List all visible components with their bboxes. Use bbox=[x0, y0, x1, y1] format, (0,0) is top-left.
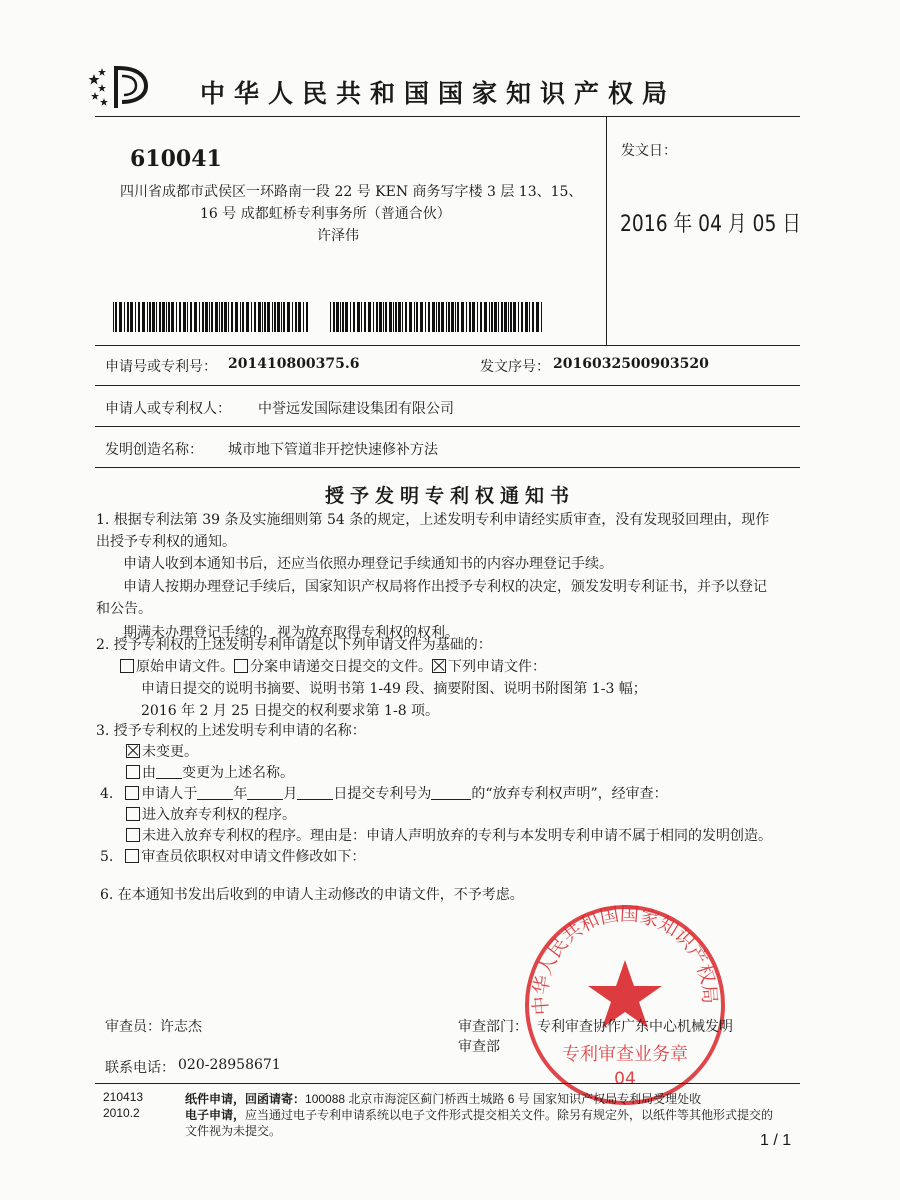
form-code: 210413 bbox=[103, 1090, 144, 1104]
waiver-enter-label: 进入放弃专利权的程序。 bbox=[142, 807, 296, 823]
form-version: 2010.2 bbox=[103, 1106, 140, 1120]
page-number: 1 / 1 bbox=[760, 1132, 792, 1149]
elec-label: 电子申请， bbox=[185, 1108, 246, 1122]
rule-4 bbox=[95, 467, 800, 468]
para-2-options bbox=[120, 656, 546, 676]
para-3-line-1: 3. 授予专利权的上述发明专利申请的名称： bbox=[96, 723, 366, 739]
old-name-blank bbox=[156, 764, 182, 779]
address-line-1: 四川省成都市武侯区一环路南一段 22 号 KEN 商务写字楼 3 层 13、15、 bbox=[120, 184, 583, 200]
waiver-enter-checkbox[interactable] bbox=[126, 807, 140, 821]
listed-files-label: 下列申请文件： bbox=[448, 659, 546, 675]
divisional-files-checkbox[interactable] bbox=[234, 659, 248, 673]
seal-bottom-text: 专利审查业务章 bbox=[562, 1044, 688, 1065]
para-5-number: 5. bbox=[100, 849, 114, 865]
contact-person: 许泽伟 bbox=[317, 228, 359, 244]
notice-title: 授予发明专利权通知书 bbox=[324, 486, 575, 507]
examiner-amend-checkbox[interactable] bbox=[125, 849, 139, 863]
postcode: 610041 bbox=[130, 146, 222, 172]
waiver-not-enter-label: 未进入放弃专利权的程序。理由是：申请人声明放弃的专利与本发明专利申请不属于相同的发明创造。 bbox=[142, 828, 772, 844]
waiver-label-e: 的“放弃专利权声明”，经审查： bbox=[471, 786, 668, 802]
renamed-label-b: 变更为上述名称。 bbox=[182, 765, 294, 781]
waiver-label-b: 年 bbox=[233, 786, 248, 802]
examiner-name: 许志杰 bbox=[160, 1019, 202, 1035]
para-1-line-5: 和公告。 bbox=[96, 601, 152, 617]
department-name: 专利审查协作广东中心机械发明 bbox=[537, 1019, 733, 1035]
para-4-opt-1 bbox=[126, 804, 296, 824]
unchanged-checkbox[interactable] bbox=[126, 744, 140, 758]
department-label: 审查部门： bbox=[458, 1019, 528, 1035]
para-4-line-1 bbox=[100, 783, 668, 803]
examiner-amend-label: 审查员依职权对申请文件修改如下： bbox=[141, 849, 366, 865]
para-1-line-1: 1. 根据专利法第 39 条及实施细则第 54 条的规定，上述发明专利申请经实质审查，没有发现驳回理由，现作 bbox=[96, 512, 770, 528]
unchanged-label: 未变更。 bbox=[142, 744, 198, 760]
paper-label: 纸件申请，回函请寄： bbox=[185, 1092, 306, 1106]
rule-3 bbox=[95, 426, 800, 427]
para-2-line-4: 2016 年 2 月 25 日提交的权利要求第 1-8 项。 bbox=[141, 703, 440, 719]
top-rule bbox=[95, 116, 800, 117]
para-4-opt-2 bbox=[126, 825, 772, 845]
waiver-label-d: 日提交专利号为 bbox=[333, 786, 432, 802]
renamed-checkbox[interactable] bbox=[126, 765, 140, 779]
para-3-opt-2 bbox=[126, 762, 294, 782]
serial-number-label: 发文序号： bbox=[480, 359, 550, 375]
seal-number: 04 bbox=[614, 1069, 636, 1089]
send-date: 2016 年 04 月 05 日 bbox=[620, 212, 802, 237]
footer-paper-line bbox=[185, 1090, 701, 1107]
para-1-line-4: 申请人按期办理登记手续后，国家知识产权局将作出授予专利权的决定，颁发发明专利证书，并予以登记 bbox=[123, 579, 767, 595]
patent-number-blank bbox=[431, 785, 471, 800]
application-number-label: 申请号或专利号： bbox=[105, 359, 217, 375]
renamed-label-a: 由 bbox=[142, 765, 156, 781]
rule-2 bbox=[95, 385, 800, 386]
para-1-line-2: 出授予专利权的通知。 bbox=[96, 534, 236, 550]
official-seal bbox=[520, 900, 730, 1110]
paper-address: 100088 北京市海淀区蓟门桥西土城路 6 号 国家知识产权局专利局受理处收 bbox=[305, 1092, 702, 1106]
rule-1 bbox=[95, 345, 800, 346]
serial-number: 2016032500903520 bbox=[553, 356, 709, 372]
para-2-line-3: 申请日提交的说明书摘要、说明书第 1-49 段、摘要附图、说明书附图第 1-3 幅； bbox=[141, 681, 647, 697]
barcode-left bbox=[113, 302, 309, 332]
applicant-name: 中誉远发国际建设集团有限公司 bbox=[258, 401, 454, 417]
listed-files-checkbox[interactable] bbox=[432, 659, 446, 673]
phone-number: 020-28958671 bbox=[178, 1057, 281, 1073]
para-5 bbox=[100, 846, 365, 866]
month-blank bbox=[247, 785, 283, 800]
invention-title-label: 发明创造名称： bbox=[105, 442, 203, 458]
original-files-label: 原始申请文件。 bbox=[136, 659, 234, 675]
waiver-checkbox[interactable] bbox=[125, 786, 139, 800]
examiner-label: 审查员： bbox=[105, 1019, 161, 1035]
org-name: 中华人民共和国国家知识产权局 bbox=[200, 80, 677, 108]
date-column-divider bbox=[606, 116, 607, 345]
elec-text: 应当通过电子专利申请系统以电子文件形式提交相关文件。除另有规定外，以纸件等其他形式提交的 bbox=[245, 1108, 774, 1122]
waiver-not-enter-checkbox[interactable] bbox=[126, 828, 140, 842]
send-date-label: 发文日： bbox=[621, 143, 677, 159]
para-6: 6. 在本通知书发出后收到的申请人主动修改的申请文件，不予考虑。 bbox=[100, 887, 524, 903]
para-4-number: 4. bbox=[100, 786, 114, 802]
year-blank bbox=[197, 785, 233, 800]
footer-rule bbox=[95, 1083, 800, 1084]
divisional-files-label: 分案申请递交日提交的文件。 bbox=[250, 659, 432, 675]
footer-elec-line-2: 文件视为未提交。 bbox=[185, 1124, 282, 1138]
waiver-label-a: 申请人于 bbox=[141, 786, 198, 802]
para-1-line-3: 申请人收到本通知书后，还应当依照办理登记手续通知书的内容办理登记手续。 bbox=[123, 556, 613, 572]
cnipa-logo-icon bbox=[88, 62, 150, 112]
seal-text: 中华人民共和国国家知识产权局 bbox=[529, 903, 721, 1016]
phone-label: 联系电话： bbox=[105, 1060, 175, 1076]
waiver-label-c: 月 bbox=[283, 786, 298, 802]
para-3-opt-1 bbox=[126, 741, 198, 761]
para-2-line-1: 2. 授予专利权的上述发明专利申请是以下列申请文件为基础的： bbox=[96, 637, 492, 653]
day-blank bbox=[297, 785, 333, 800]
para-1-line-6: 期满未办理登记手续的，视为放弃取得专利权的权利。 bbox=[123, 625, 459, 641]
applicant-label: 申请人或专利权人： bbox=[105, 401, 231, 417]
footer-elec-line bbox=[185, 1106, 773, 1123]
invention-title: 城市地下管道非开挖快速修补方法 bbox=[228, 442, 438, 458]
address-line-2: 16 号 成都虹桥专利事务所（普通合伙） bbox=[200, 206, 451, 222]
application-number: 201410800375.6 bbox=[228, 356, 360, 372]
original-files-checkbox[interactable] bbox=[120, 659, 134, 673]
barcode-right bbox=[330, 302, 542, 332]
department-name-2: 审查部 bbox=[458, 1039, 500, 1055]
